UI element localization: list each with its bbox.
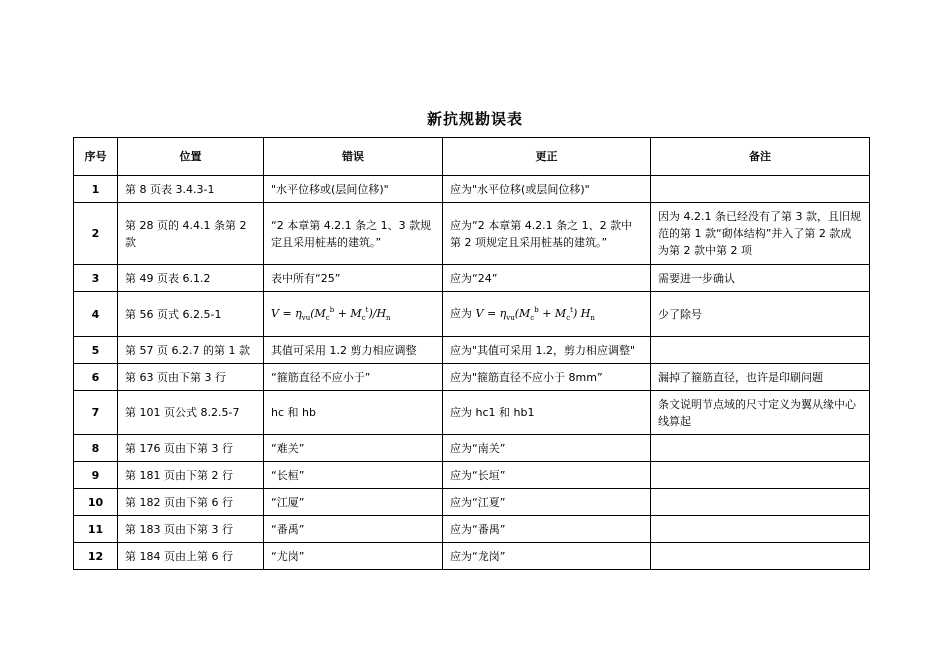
row-location: 第 184 页由上第 6 行	[118, 543, 264, 570]
row-error: “2 本章第 4.2.1 条之 1、3 款规定且采用桩基的建筑。”	[264, 203, 443, 265]
header-note: 备注	[651, 138, 870, 176]
header-correction: 更正	[443, 138, 651, 176]
row-note	[651, 435, 870, 462]
header-num: 序号	[74, 138, 118, 176]
table-row	[74, 176, 870, 203]
table-row	[74, 489, 870, 516]
row-location: 第 176 页由下第 3 行	[118, 435, 264, 462]
corrected-shear-formula: $V = \eta_{vu}(M_c^b + M_c^t)$ $H_n$	[475, 305, 595, 322]
row-num: 5	[74, 337, 118, 364]
row-location: 第 57 页 6.2.7 的第 1 款	[118, 337, 264, 364]
table-row	[74, 292, 870, 337]
table-row	[74, 337, 870, 364]
row-location: 第 49 页表 6.1.2	[118, 265, 264, 292]
row-note	[651, 176, 870, 203]
row-num: 4	[74, 292, 118, 337]
row-num: 12	[74, 543, 118, 570]
row-location: 第 28 页的 4.4.1 条第 2 款	[118, 203, 264, 265]
row-num: 3	[74, 265, 118, 292]
table-row	[74, 364, 870, 391]
row-correction: 应为“番禺”	[443, 516, 651, 543]
row-location: 第 56 页式 6.2.5-1	[118, 292, 264, 337]
header-location: 位置	[118, 138, 264, 176]
row-location: 第 101 页公式 8.2.5-7	[118, 391, 264, 435]
row-note: 需要进一步确认	[651, 265, 870, 292]
row-num: 1	[74, 176, 118, 203]
row-num: 6	[74, 364, 118, 391]
row-error: “江厦”	[264, 489, 443, 516]
row-note: 少了除号	[651, 292, 870, 337]
row-num: 8	[74, 435, 118, 462]
row-location: 第 182 页由下第 6 行	[118, 489, 264, 516]
row-note	[651, 337, 870, 364]
row-error: hc 和 hb	[264, 391, 443, 435]
row-correction: 应为"箍筋直径不应小于 8mm”	[443, 364, 651, 391]
row-error: “难关”	[264, 435, 443, 462]
table-row	[74, 516, 870, 543]
row-error: 表中所有“25”	[264, 265, 443, 292]
row-error: "水平位移或(层间位移)"	[264, 176, 443, 203]
row-correction: 应为“24”	[443, 265, 651, 292]
row-location: 第 8 页表 3.4.3-1	[118, 176, 264, 203]
table-row	[74, 265, 870, 292]
correction-prefix: 应为	[450, 306, 472, 320]
table-row	[74, 462, 870, 489]
row-error-formula	[264, 292, 443, 337]
row-num: 10	[74, 489, 118, 516]
row-note	[651, 489, 870, 516]
row-correction: 应为 hc1 和 hb1	[443, 391, 651, 435]
row-error: 其值可采用 1.2 剪力相应调整	[264, 337, 443, 364]
row-num: 7	[74, 391, 118, 435]
table-row	[74, 391, 870, 435]
row-num: 9	[74, 462, 118, 489]
row-correction: 应为“2 本章第 4.2.1 条之 1、2 款中第 2 项规定且采用桩基的建筑。”	[443, 203, 651, 265]
row-error: “箍筋直径不应小于”	[264, 364, 443, 391]
row-note: 因为 4.2.1 条已经没有了第 3 款，且旧规范的第 1 款“砌体结构”并入了第 2 款成为第 2 款中第 2 项	[651, 203, 870, 265]
row-correction: 应为"其值可采用 1.2，剪力相应调整"	[443, 337, 651, 364]
errata-table	[73, 137, 870, 570]
row-note: 漏掉了箍筋直径，也许是印刷问题	[651, 364, 870, 391]
row-error: “长桓”	[264, 462, 443, 489]
row-num: 2	[74, 203, 118, 265]
row-location: 第 181 页由下第 2 行	[118, 462, 264, 489]
row-note	[651, 543, 870, 570]
row-note: 条文说明节点域的尺寸定义为翼从缘中心线算起	[651, 391, 870, 435]
row-correction: 应为“长垣”	[443, 462, 651, 489]
row-correction: 应为“龙岗”	[443, 543, 651, 570]
row-note	[651, 516, 870, 543]
row-note	[651, 462, 870, 489]
row-correction: 应为"水平位移(或层间位移)"	[443, 176, 651, 203]
page-title: 新抗规勘误表	[426, 110, 523, 128]
row-correction: 应为“南关”	[443, 435, 651, 462]
table-header-row	[74, 138, 870, 176]
row-error: “尤岗”	[264, 543, 443, 570]
table-row	[74, 203, 870, 265]
shear-formula: $V = \eta_{vu}(M_c^b + M_c^t)/H_n$	[271, 305, 391, 322]
header-error: 错误	[264, 138, 443, 176]
row-correction	[443, 292, 651, 337]
row-correction: 应为“江夏”	[443, 489, 651, 516]
row-location: 第 63 页由下第 3 行	[118, 364, 264, 391]
row-location: 第 183 页由下第 3 行	[118, 516, 264, 543]
row-num: 11	[74, 516, 118, 543]
row-error: “番禹”	[264, 516, 443, 543]
table-row	[74, 435, 870, 462]
table-row	[74, 543, 870, 570]
